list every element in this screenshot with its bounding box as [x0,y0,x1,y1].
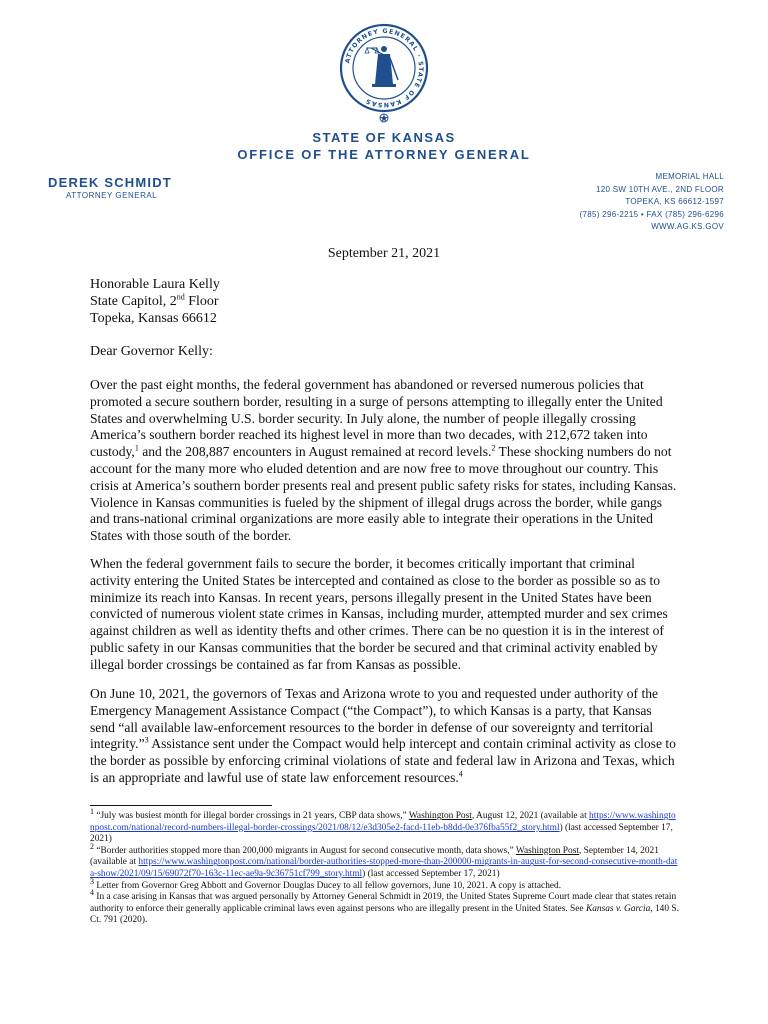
recipient-block [90,276,220,327]
footnotes [90,806,680,927]
footnote-1-link[interactable]: https://www.washingtonpost.com/national/record-numbers-illegal-border-crossings/2021/08/12/e3d305e2-facd-11eb-b8dd-0e376fba55f2_story.html [90,811,676,833]
recipient-address-line: State Capitol, 2nd Floor [90,292,219,309]
body-paragraph-3: On June 10, 2021, the governors of Texas and Arizona wrote to you and requested under authority of the Emergency Management Assistance Compact (“the Compact”), to which Kansas is a party, that Kansas send “all available law-enforcement resources to the border in defense of our sovereignty and territorial integrity.”$^3$ Assistance sent under the Compact would help intercept and contain criminal activity as close to the border as possible by enforcing criminal violations of state and federal law in Arizona and Texas, which is an appropriate and lawful use of state law enforcement resources.$^4$ [90,686,676,785]
footnote-ref-2[interactable]: 2 [491,443,496,453]
footnote-ref-3[interactable]: 3 [144,735,149,745]
address-line: MEMORIAL HALL [655,172,724,181]
footnote-1: $^1$ “July was busiest month for illegal border crossings in 21 years, CBP data shows,” Washington Post, August 12, 2021 (available at https://www.washingtonpost.com/national/record-numbers-illegal-border-crossings/2021/08/12/e3d305e2-facd-11eb-b8dd-0e376fba55f2_story.html) (last accessed September 17, 2021) [90,806,676,845]
office-address [580,171,725,234]
letterhead-state: STATE OF KANSAS [312,130,456,145]
attorney-general-name: DEREK SCHMIDT [48,175,172,190]
address-phone: (785) 296-2215 • FAX (785) 296-6296 [579,209,724,219]
recipient-city-line: Topeka, Kansas 66612 [90,311,217,326]
footnote-3: $^3$ Letter from Governor Greg Abbott and Governor Douglas Ducey to all fellow governors, June 10, 2021. A copy is attached. [90,876,562,891]
attorney-general-seal [338,22,430,128]
recipient-name: Honorable Laura Kelly [90,277,220,292]
footnote-ref-4[interactable]: 4 [458,769,463,779]
address-line: TOPEKA, KS 66612-1597 [625,197,724,206]
svg-text:ATTORNEY GENERAL · STATE OF KA: ATTORNEY GENERAL · STATE OF KANSAS [344,27,425,109]
body-paragraph-1: Over the past eight months, the federal government has abandoned or reversed numerous policies that promoted a secure southern border, resulting in a surge of persons attempting to illegally enter the United States and overwhelming U.S. border security. In July alone, the number of people illegally crossing America’s southern border reached its highest level in more than two decades, with 212,672 taken into custody,$^1$ and the 208,887 encounters in August remained at record levels.$^2$ These shocking numbers do not account for the many more who eluded detention and are now free to move throughout our country. This crisis at America’s southern border presents real and present public safety risks for states, including Kansas. Violence in Kansas communities is fueled by the shipment of illegal drugs across the border, while gangs and trans-national criminal organizations are more easily able to integrate their operations in the United States with those south of the border. [90,377,677,544]
salutation: Dear Governor Kelly: [90,344,213,359]
footnote-2-link[interactable]: https://www.washingtonpost.com/national/border-authorities-stopped-more-than-200000-migrants-in-august-for-second-consecutive-month-data-show/2021/09/15/69072f70-163c-11ec-ae9a-9c36751cf799_story.html [90,857,678,879]
letterhead-office: OFFICE OF THE ATTORNEY GENERAL [237,147,531,162]
footnote-2: $^2$ “Border authorities stopped more than 200,000 migrants in August for second consecutive month, data shows,” Washington Post, September 14, 2021 (available at https://www.washingtonpost.com/national/border-authorities-stopped-more-than-200000-migrants-in-august-for-second-consecutive-month-data-show/2021/09/15/69072f70-163c-11ec-ae9a-9c36751cf799_story.html) (last accessed September 17, 2021) [90,841,678,879]
footnote-4: $^4$ In a case arising in Kansas that was argued personally by Attorney General Schmidt in 2019, the United States Supreme Court made clear that states retain authority to enforce their generally applicable criminal laws even against persons who are illegally present in the United States. See Kansas v. Garcia, 140 S. Ct. 791 (2020). [90,888,679,926]
footnote-ref-1[interactable]: 1 [134,443,139,453]
attorney-general-title: ATTORNEY GENERAL [66,191,158,200]
address-line: 120 SW 10TH AVE., 2ND FLOOR [596,184,724,194]
letter-date: September 21, 2021 [327,246,441,261]
footnote-divider [90,805,272,806]
body-paragraph-2: When the federal government fails to secure the border, it becomes critically important that criminal activity entering the United States be intercepted and contained as close to the border as possible so as to minimize its reach into Kansas. In recent years, persons illegally present in the United States have been convicted of numerous violent state crimes in Kansas, including murder, attempted murder and sex crimes against children as well as identity thefts and other crimes. There can be no question it is in the interest of public safety in our Kansas communities that the border be secured and that criminal activity enabled by illegal border crossings be contained as far from Kansas as possible. [90,556,668,672]
address-website[interactable]: WWW.AG.KS.GOV [651,222,724,231]
